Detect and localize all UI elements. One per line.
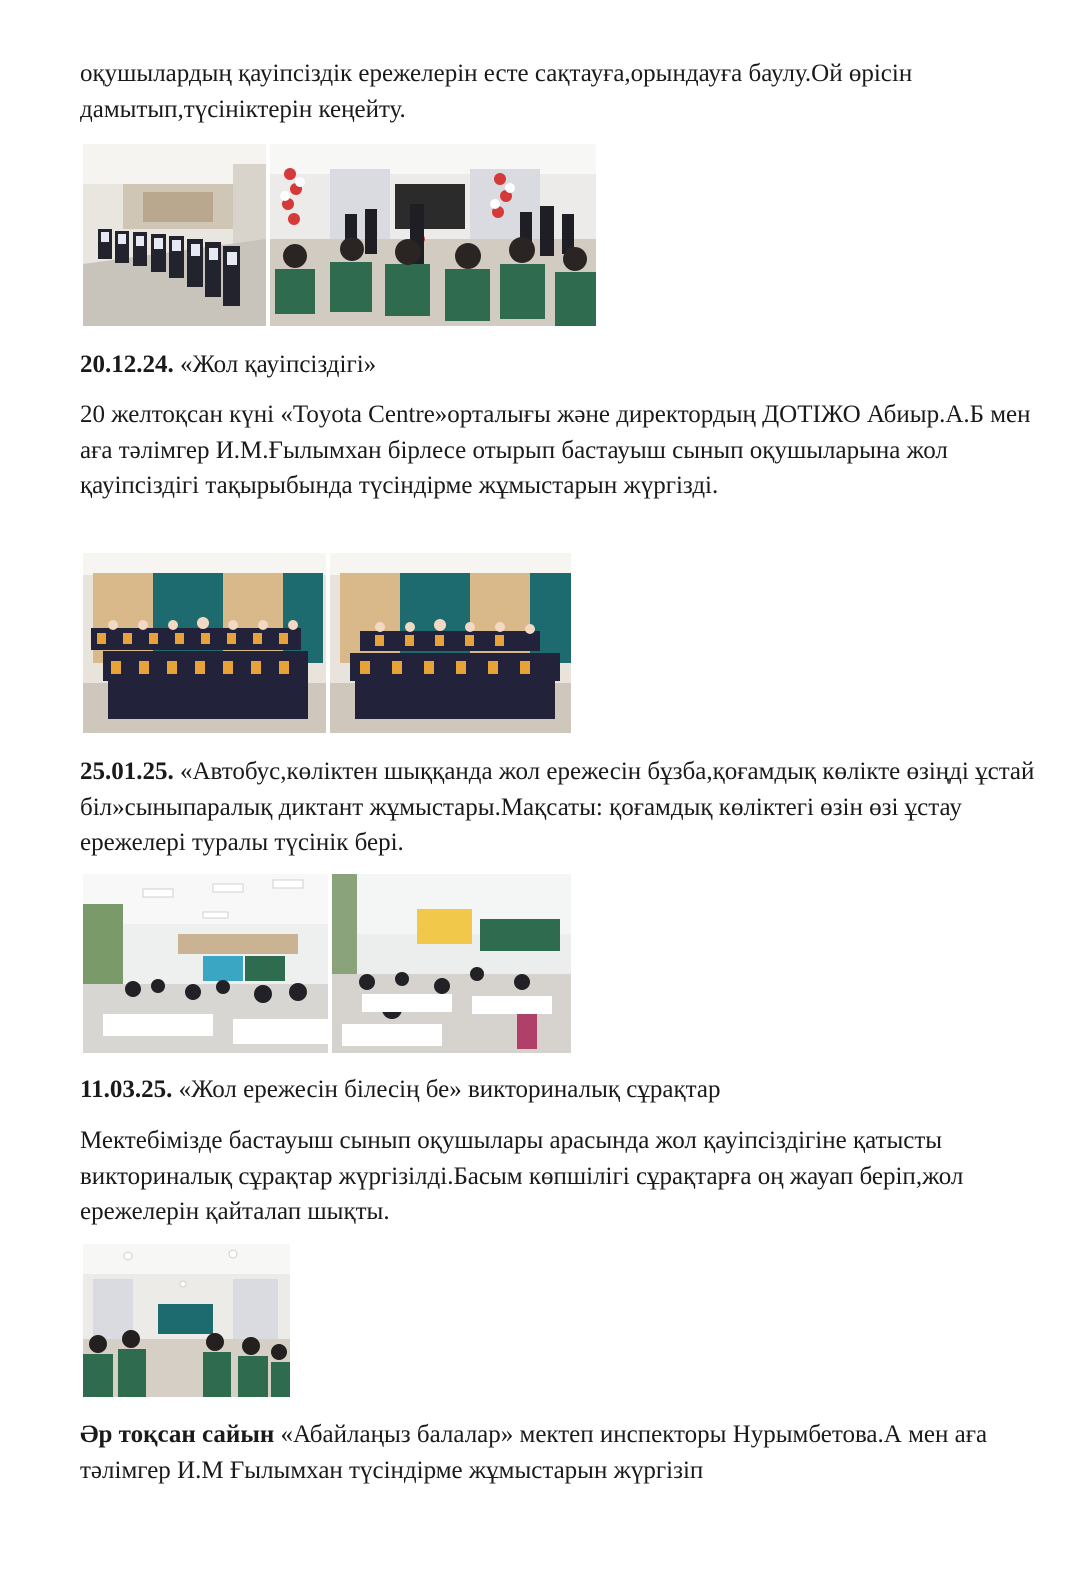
closing-text: «Абайлаңыз балалар» мектеп инспекторы Нурымбетова.А мен аға тәлімгер И.М Ғылымхан түсіндірме жұмыстарын жүргізіп [80,1421,988,1484]
intro-paragraph: оқушылардың қауіпсіздік ережелерін есте сақтауға,орындауға баулу.Ой өрісін дамытып,түсініктерін кеңейту. [80,60,913,123]
event-1-heading [80,347,1040,383]
photo-row-quiz [83,1244,290,1397]
event-2-text [80,754,1040,861]
event-3-description: Мектебімізде бастауыш сынып оқушылары арасында жол қауіпсіздігіне қатысты викториналық сұрақтар жүргізілді.Басым көпшілігі сұрақтарға оң жауап беріп,жол ережелерін қайталап шықты. [80,1127,964,1225]
photo-quiz-hall [83,1244,290,1397]
photo-group-1 [83,553,326,733]
photo-group-2 [330,553,571,733]
photo-classroom-1 [83,874,328,1053]
photo-assembly-hall [83,144,266,326]
photo-classroom-2 [332,874,571,1053]
photo-stage-event [270,144,596,326]
event-3-heading [80,1072,1040,1108]
event-1-description: 20 желтоқсан күні «Toyota Centre»орталығы және директордың ДОТІЖО Абиыр.А.Б мен аға тәлімгер И.М.Ғылымхан бірлесе отырып бастауыш сынып оқушыларына жол қауіпсіздігі тақырыбында түсіндірме жұмыстарын жүргізді. [80,401,1031,499]
photo-row-assembly [83,144,596,326]
closing-paragraph [80,1417,1040,1488]
event-2-title: «Автобус,көліктен шыққанда жол ережесін бұзба,қоғамдық көлікте өзіңді ұстай біл»сыныпаралық диктант жұмыстары.Мақсаты: қоғамдық көліктегі өзін өзі ұстау ережелері туралы түсінік бері. [80,758,1035,856]
event-3-date: 11.03.25. [80,1076,173,1103]
closing-lead: Әр тоқсан сайын [80,1421,275,1448]
photo-row-classroom [83,874,571,1053]
event-1-date: 20.12.24. [80,351,174,378]
event-1-title: «Жол қауіпсіздігі» [173,351,377,378]
event-2-date: 25.01.25. [80,758,174,785]
event-3-title: «Жол ережесін білесің бе» викториналық сұрақтар [172,1076,721,1103]
photo-row-group [83,553,571,733]
